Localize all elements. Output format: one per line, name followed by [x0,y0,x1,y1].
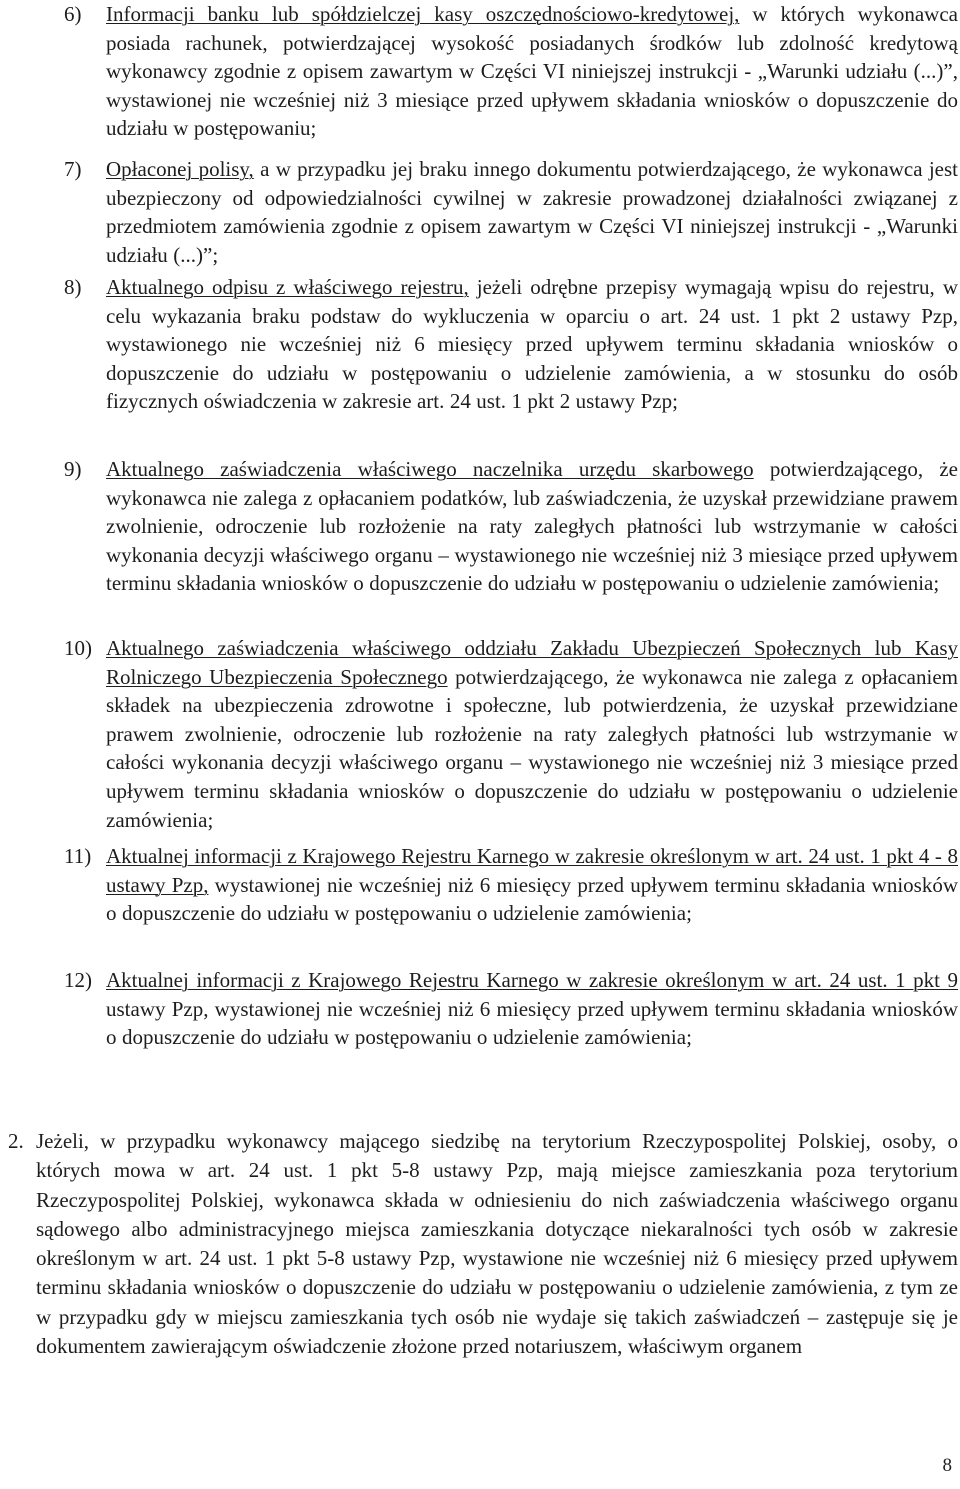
document-name-underlined: Aktualnego odpisu z właściwego rejestru, [106,275,469,299]
list-item-number: 6) [64,2,82,26]
list-item-number: 9) [64,457,82,481]
list-item-number: 8) [64,275,82,299]
document-name-underlined: Aktualnego zaświadczenia właściwego oddziału Zakładu Ubezpieczeń Społecznych lub Kasy Rolniczego Ubezpieczenia Społecznego [106,636,958,689]
list-item-text [106,842,958,928]
document-name-underlined: Aktualnego zaświadczenia właściwego naczelnika urzędu skarbowego [106,457,754,481]
list-item-text [106,0,958,143]
list-item-description: potwierdzającego, że wykonawca nie zalega z opłacaniem podatków, lub zaświadczenia, że uzyskał przewidziane prawem zwolnienie, odroczenie lub rozłożenie na raty zaległych płatności lub wstrzymanie w całości wykonania decyzji właściwego organu – wystawionego nie wcześniej niż 3 miesiące przed upływem terminu składania wniosków o dopuszczenie do udziału w postępowaniu o udzielenie zamówienia; [106,457,958,596]
list-item-description: ustawy Pzp, wystawionej nie wcześniej niż 6 miesięcy przed upływem terminu składania wniosków o dopuszczenie do udziału w postępowaniu o udzielenie zamówienia; [106,996,958,1050]
document-name-underlined: Aktualnej informacji z Krajowego Rejestru Karnego w zakresie określonym w art. 24 ust. 1 pkt 4 - 8 ustawy Pzp, [106,844,958,897]
document-name-underlined: Informacji banku lub spółdzielczej kasy oszczędnościowo-kredytowej, [106,2,740,26]
document-name-underlined: Aktualnej informacji z Krajowego Rejestru Karnego w zakresie określonym w art. 24 ust. 1 pkt 9 [106,968,958,992]
list-item-description: jeżeli odrębne przepisy wymagają wpisu do rejestru, w celu wykazania braku podstaw do wykluczenia w oparciu o art. 24 ust. 1 pkt 2 ustawy Pzp, wystawionego nie wcześniej niż 6 miesięcy przed upływem terminu składania wniosków o dopuszczenie do udziału w postępowaniu o udzielenie zamówienia, a w stosunku do osób fizycznych oświadczenia w zakresie art. 24 ust. 1 pkt 2 ustawy Pzp; [106,275,958,414]
list-item-number: 10) [64,636,92,660]
list-item-text [106,966,958,1052]
list-item-text [106,155,958,269]
list-item-description: a w przypadku jej braku innego dokumentu potwierdzającego, że wykonawca jest ubezpieczony od odpowiedzialności cywilnej w zakresie prowadzonej działalności związanej z przedmiotem zamówienia zgodnie z opisem zawartym w Części VI niniejszej instrukcji - „Warunki udziału (...)”; [106,157,958,267]
list-item-description: wystawionej nie wcześniej niż 6 miesięcy przed upływem terminu składania wniosków o dopuszczenie do udziału w postępowaniu o udzielenie zamówienia; [106,872,958,926]
list-item-text [106,634,958,834]
list-item-text [106,273,958,416]
section-number: 2. [8,1129,24,1153]
list-item-number: 11) [64,844,92,868]
list-item-description: w których wykonawca posiada rachunek, potwierdzającej wysokość posiadanych środków lub zdolność kredytową wykonawcy zgodnie z opisem zawartym w Części VI niniejszej instrukcji - „Warunki udziału (...)”, wystawionej nie wcześniej niż 3 miesiące przed upływem składania wniosków o dopuszczenie do udziału w postępowaniu; [106,2,958,141]
document-name-underlined: Opłaconej polisy, [106,157,254,181]
list-item-number: 7) [64,157,82,181]
list-item-description: potwierdzającego, że wykonawca nie zalega z opłacaniem składek na ubezpieczenia zdrowotne i społeczne, lub potwierdzenia, że uzyskał przewidziane prawem zwolnienie, odroczenie lub rozłożenie na raty zaległych płatności lub wstrzymanie w całości wykonania decyzji właściwego organu – wystawionego nie wcześniej niż 3 miesiące przed upływem terminu składania wniosków o dopuszczenie do udziału w postępowaniu o udzielenie zamówienia; [106,664,958,832]
page-number: 8 [942,1455,952,1476]
list-item-number: 12) [64,968,92,992]
section-text: Jeżeli, w przypadku wykonawcy mającego siedzibę na terytorium Rzeczypospolitej Polskiej, osoby, o których mowa w art. 24 ust. 1 pkt 5-8 ustawy Pzp, mają miejsce zamieszkania poza terytorium Rzeczypospolitej Polskiej, wykonawca składa w odniesieniu do nich zaświadczenia właściwego organu sądowego albo administracyjnego miejsca zamieszkania dotyczące niekaralności tych osób w zakresie określonym w art. 24 ust. 1 pkt 5-8 ustawy Pzp, wystawione nie wcześniej niż 6 miesięcy przed upływem terminu składania wniosków o dopuszczenie do udziału w postępowaniu o udzielenie zamówienia, z tym ze w przypadku gdy w miejscu zamieszkania tych osób nie wydaje się takich zaświadczeń – zastępuje się je dokumentem zawierającym oświadczenie złożone przed notariuszem, właściwym organem [36,1129,958,1359]
list-item-text [106,455,958,598]
